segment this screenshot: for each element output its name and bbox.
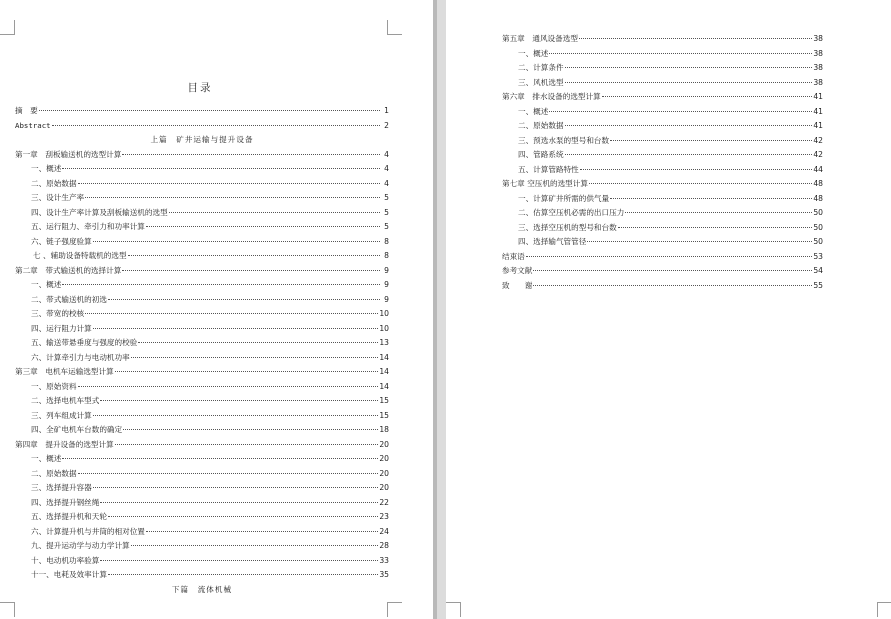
toc-entry-label: 六、计算牵引力与电动机功率	[31, 352, 130, 362]
toc-entry-label: 二、估算空压机必需的出口压力	[518, 208, 625, 217]
toc-entry-label: 六、计算提升机与井筒的相对位置	[31, 526, 145, 536]
toc-page-number: 50	[813, 237, 823, 246]
toc-entry-label: 五、运行阻力、牵引力和功率计算	[31, 222, 145, 231]
toc-dot-leader	[169, 212, 380, 213]
toc-entry-label: 三、选择空压机的型号和台数	[518, 222, 617, 232]
toc-page-number: 15	[379, 396, 389, 405]
toc-page-number: 54	[813, 266, 823, 275]
toc-section-entry[interactable]	[502, 47, 823, 62]
toc-dot-leader	[146, 226, 380, 227]
toc-section-entry[interactable]	[15, 249, 389, 264]
toc-page-number: 9	[384, 265, 389, 275]
toc-dot-leader	[549, 53, 812, 54]
toc-dot-leader	[93, 328, 379, 329]
toc-dot-leader	[580, 169, 813, 170]
toc-dot-leader	[122, 270, 380, 271]
toc-page-number: 14	[379, 381, 389, 391]
toc-section-entry[interactable]	[15, 162, 389, 177]
toc-page-number: 50	[813, 208, 823, 217]
toc-page-number: 14	[379, 352, 389, 362]
toc-page-number: 42	[813, 135, 823, 145]
toc-dot-leader	[131, 545, 379, 546]
toc-section-entry[interactable]	[502, 163, 823, 178]
toc-entry-label: 三、选择提升容器	[31, 483, 92, 492]
toc-part-label: 上篇 矿井运输与提升设备	[150, 135, 254, 144]
toc-page-number: 13	[379, 338, 389, 347]
toc-entry-label: 致 谢	[502, 280, 533, 290]
toc-chapter-entry[interactable]	[15, 148, 389, 163]
toc-section-entry[interactable]	[15, 380, 389, 395]
toc-dot-leader	[138, 342, 378, 343]
toc-page-number: 48	[813, 179, 823, 188]
toc-dot-leader	[131, 357, 379, 358]
toc-page-number: 20	[379, 454, 389, 463]
toc-entry-label: 三、设计生产率	[31, 193, 85, 202]
toc-dot-leader	[602, 96, 813, 97]
toc-dot-leader	[78, 473, 379, 474]
toc-entry-label: 第六章 排水设备的选型计算	[502, 92, 601, 101]
toc-dot-leader	[589, 183, 812, 184]
toc-page-number: 55	[813, 280, 823, 290]
toc-page-number: 18	[379, 425, 389, 434]
toc-section-entry[interactable]	[15, 278, 389, 293]
margin-corner-mark	[446, 602, 461, 617]
toc-dot-leader	[62, 458, 378, 459]
toc-dot-leader	[618, 227, 813, 228]
toc-page-number: 41	[813, 106, 823, 116]
toc-page-number: 5	[384, 207, 389, 217]
toc-dot-leader	[115, 444, 379, 445]
toc-section-entry[interactable]	[15, 351, 389, 366]
toc-entry-label: 一、概述	[518, 48, 549, 58]
toc-entry-label: 二、原始数据	[31, 178, 77, 188]
margin-corner-mark	[0, 602, 15, 617]
toc-page-number: 38	[813, 63, 823, 72]
toc-page-number: 14	[379, 367, 389, 376]
toc-entry-label: 第三章 电机车运输选型计算	[15, 367, 114, 376]
toc-entry-label: 四、运行阻力计算	[31, 323, 92, 333]
toc-list-right	[502, 32, 823, 293]
toc-dot-leader	[123, 429, 378, 430]
toc-page-number: 5	[384, 222, 389, 231]
toc-dot-leader	[62, 168, 380, 169]
toc-dot-leader	[108, 299, 380, 300]
toc-section-entry[interactable]	[15, 394, 389, 409]
toc-dot-leader	[625, 212, 812, 213]
toc-dot-leader	[62, 284, 380, 285]
toc-section-entry[interactable]	[15, 423, 389, 438]
toc-dot-leader	[579, 38, 812, 39]
toc-chapter-entry[interactable]	[502, 250, 823, 265]
toc-section-entry[interactable]	[15, 293, 389, 308]
document-page-right	[446, 0, 891, 619]
toc-dot-leader	[565, 125, 813, 126]
toc-entry-label: 四、设计生产率计算及刮板输送机的选型	[31, 207, 168, 217]
toc-section-entry[interactable]	[15, 336, 389, 351]
toc-entry-label: 四、选择提升钢丝绳	[31, 497, 100, 507]
toc-dot-leader	[610, 198, 812, 199]
toc-entry-label: 四、全矿电机车台数的确定	[31, 425, 123, 434]
toc-dot-leader	[100, 560, 378, 561]
toc-dot-leader	[93, 415, 379, 416]
toc-entry-label: 四、选择输气管管径	[518, 237, 587, 246]
toc-dot-leader	[93, 487, 379, 488]
toc-section-entry[interactable]	[502, 206, 823, 221]
toc-dot-leader	[39, 110, 380, 111]
toc-page-number: 10	[379, 309, 389, 318]
toc-page-number: 44	[813, 164, 823, 174]
toc-dot-leader	[122, 154, 380, 155]
toc-page-number: 28	[379, 541, 389, 550]
toc-dot-leader	[78, 386, 379, 387]
toc-section-entry[interactable]	[502, 119, 823, 134]
toc-dot-leader	[85, 313, 378, 314]
toc-entry-label: 第五章 通风设备选型	[502, 34, 578, 43]
toc-section-entry[interactable]	[15, 220, 389, 235]
toc-section-entry[interactable]	[502, 235, 823, 250]
toc-dot-leader	[108, 516, 378, 517]
toc-dot-leader	[565, 154, 813, 155]
toc-dot-leader	[533, 270, 812, 271]
margin-corner-mark	[387, 602, 402, 617]
toc-title: 目录	[187, 82, 213, 94]
toc-entry-label: 三、列车组成计算	[31, 410, 92, 420]
toc-section-entry[interactable]	[15, 568, 389, 583]
margin-corner-mark	[387, 20, 402, 35]
toc-chapter-entry[interactable]	[502, 177, 823, 192]
toc-section-entry[interactable]	[15, 554, 389, 569]
toc-entry-label: 一、概述	[31, 454, 62, 463]
toc-entry-label: 第一章 刮板输送机的选型计算	[15, 149, 122, 159]
document-page-left	[0, 0, 433, 619]
toc-page-number: 38	[813, 48, 823, 58]
toc-section-entry[interactable]	[15, 409, 389, 424]
toc-page-number: 8	[384, 236, 389, 246]
toc-section-entry[interactable]	[15, 452, 389, 467]
toc-section-entry[interactable]	[502, 105, 823, 120]
toc-entry-label: 二、原始数据	[31, 468, 77, 478]
toc-section-entry[interactable]	[15, 322, 389, 337]
toc-page-number: 10	[379, 323, 389, 333]
toc-page-number: 5	[384, 193, 389, 202]
toc-chapter-entry[interactable]	[15, 365, 389, 380]
toc-section-entry[interactable]	[15, 467, 389, 482]
toc-dot-leader	[526, 256, 813, 257]
toc-entry-label: 第二章 带式输送机的选择计算	[15, 265, 122, 275]
toc-section-entry[interactable]	[15, 525, 389, 540]
toc-entry-label: 二、带式输送机的初选	[31, 294, 107, 304]
toc-page-number: 50	[813, 222, 823, 232]
toc-entry-label: 一、原始资料	[31, 381, 77, 391]
toc-section-entry[interactable]	[502, 148, 823, 163]
toc-part-heading	[15, 133, 389, 148]
toc-dot-leader	[100, 502, 378, 503]
toc-part-heading	[15, 583, 389, 598]
toc-section-entry[interactable]	[15, 481, 389, 496]
toc-page-number: 24	[379, 526, 389, 536]
toc-dot-leader	[52, 125, 380, 126]
toc-entry-label: 参考文献	[502, 266, 533, 275]
margin-corner-mark	[0, 20, 15, 35]
toc-dot-leader	[587, 241, 812, 242]
toc-entry-label: 四、管路系统	[518, 150, 564, 159]
page-gutter-shadow	[433, 0, 437, 619]
toc-page-number: 2	[384, 120, 389, 130]
toc-entry-label: 七 、辅助设备特载机的选型	[33, 251, 127, 260]
toc-chapter-entry[interactable]	[502, 32, 823, 47]
toc-section-entry[interactable]	[502, 134, 823, 149]
toc-entry-label: Abstract	[15, 120, 51, 130]
toc-section-entry[interactable]	[15, 510, 389, 525]
toc-page-number: 22	[379, 497, 389, 507]
toc-dot-leader	[100, 400, 378, 401]
toc-page-number: 42	[813, 150, 823, 159]
toc-section-entry[interactable]	[15, 177, 389, 192]
toc-entry-label: 二、原始数据	[518, 121, 564, 130]
toc-entry-label: 十一、电耗及效率计算	[31, 570, 107, 579]
toc-dot-leader	[78, 183, 380, 184]
toc-entry-label: 五、选择提升机和天轮	[31, 512, 107, 521]
toc-section-entry[interactable]	[15, 496, 389, 511]
toc-chapter-entry[interactable]	[15, 104, 389, 119]
toc-dot-leader	[565, 82, 813, 83]
toc-section-entry[interactable]	[502, 76, 823, 91]
toc-page-number: 23	[379, 512, 389, 521]
toc-entry-label: 一、概述	[518, 106, 549, 116]
toc-chapter-entry[interactable]	[15, 264, 389, 279]
toc-entry-label: 一、概述	[31, 280, 62, 289]
toc-page-number: 4	[384, 149, 389, 159]
toc-page-number: 53	[813, 251, 823, 261]
toc-entry-label: 二、计算条件	[518, 63, 564, 72]
toc-page-number: 1	[384, 106, 389, 115]
toc-dot-leader	[549, 111, 812, 112]
toc-section-entry[interactable]	[15, 235, 389, 250]
toc-entry-label: 五、输送带悬垂度与强度的校验	[31, 338, 138, 347]
toc-page-number: 33	[379, 555, 389, 565]
toc-entry-label: 五、计算管路特性	[518, 164, 579, 174]
toc-dot-leader	[85, 197, 380, 198]
toc-dot-leader	[93, 241, 380, 242]
toc-page-number: 15	[379, 410, 389, 420]
toc-dot-leader	[128, 255, 380, 256]
toc-section-entry[interactable]	[15, 307, 389, 322]
toc-entry-label: 三、预选水泵的型号和台数	[518, 135, 610, 145]
toc-page-number: 4	[384, 164, 389, 173]
toc-chapter-entry[interactable]	[502, 264, 823, 279]
toc-page-number: 48	[813, 193, 823, 203]
toc-section-entry[interactable]	[15, 206, 389, 221]
toc-section-entry[interactable]	[502, 61, 823, 76]
toc-entry-label: 三、带宽的校核	[31, 309, 85, 318]
toc-page-number: 9	[384, 294, 389, 304]
toc-chapter-entry[interactable]	[15, 119, 389, 134]
toc-entry-label: 一、概述	[31, 164, 62, 173]
toc-chapter-entry[interactable]	[502, 90, 823, 105]
toc-page-number: 8	[384, 251, 389, 260]
toc-dot-leader	[108, 574, 378, 575]
toc-entry-label: 九、提升运动学与动力学计算	[31, 541, 130, 550]
toc-page-number: 20	[379, 483, 389, 492]
toc-entry-label: 摘 要	[15, 106, 38, 115]
toc-entry-label: 第七章 空压机的选型计算	[502, 179, 588, 188]
toc-chapter-entry[interactable]	[502, 279, 823, 294]
toc-page-number: 38	[813, 77, 823, 87]
toc-list-left	[15, 104, 389, 597]
toc-dot-leader	[533, 285, 812, 286]
toc-page-number: 20	[379, 439, 389, 449]
toc-page-number: 9	[384, 280, 389, 289]
toc-part-label: 下篇 流体机械	[171, 584, 233, 594]
toc-dot-leader	[610, 140, 812, 141]
toc-section-entry[interactable]	[502, 221, 823, 236]
toc-page-number: 41	[813, 121, 823, 130]
toc-page-number: 41	[813, 92, 823, 101]
toc-entry-label: 结束语	[502, 251, 525, 261]
toc-dot-leader	[565, 67, 813, 68]
toc-page-number: 38	[813, 34, 823, 43]
toc-page-number: 4	[384, 178, 389, 188]
toc-entry-label: 二、选择电机车型式	[31, 396, 100, 405]
toc-entry-label: 第四章 提升设备的选型计算	[15, 439, 114, 449]
toc-chapter-entry[interactable]	[15, 438, 389, 453]
toc-section-entry[interactable]	[502, 192, 823, 207]
toc-entry-label: 十、电动机功率验算	[31, 555, 100, 565]
toc-page-number: 35	[379, 570, 389, 579]
toc-dot-leader	[115, 371, 379, 372]
toc-dot-leader	[146, 531, 378, 532]
margin-corner-mark	[877, 602, 891, 617]
toc-entry-label: 一、计算矿井所需的供气量	[518, 193, 610, 203]
toc-entry-label: 六、链子强度验算	[31, 236, 92, 246]
toc-entry-label: 三、风机选型	[518, 77, 564, 87]
toc-page-number: 20	[379, 468, 389, 478]
toc-section-entry[interactable]	[15, 191, 389, 206]
toc-section-entry[interactable]	[15, 539, 389, 554]
